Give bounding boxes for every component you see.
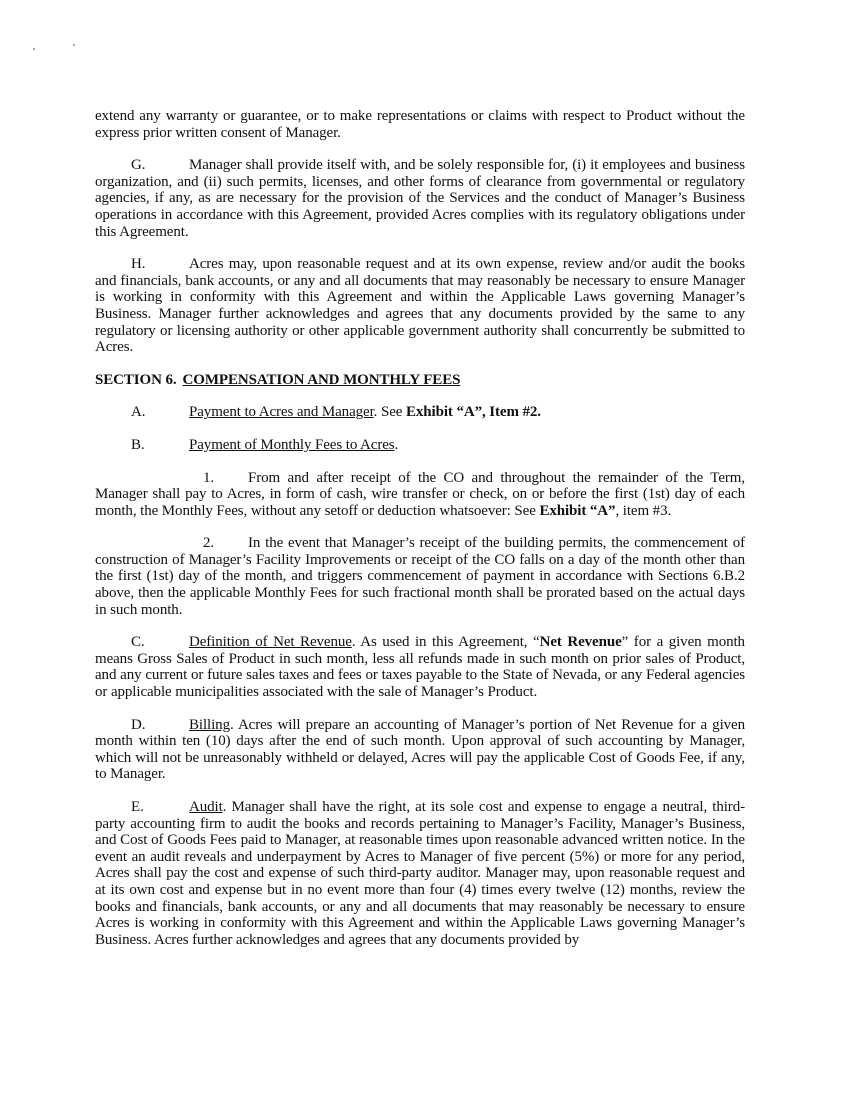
subparagraph-label: 2. [203, 535, 215, 552]
item-heading: Definition of Net Revenue [189, 634, 352, 651]
item-heading: Payment of Monthly Fees to Acres [189, 436, 395, 453]
item-label: D. [131, 716, 146, 733]
item-a [131, 404, 745, 421]
paragraph-text: Manager shall provide itself with, and be solely responsible for, (i) it employees and business organization, and (ii) such permits, licenses, and other forms of clearance from governmental or regulatory agencies, if any, as are necessary for the provision of the Services and the conduct of Manager’s Business operations in accordance with this Agreement, provided Acres complies with its regulatory obligations under this Agreement. [95, 157, 745, 240]
exhibit-reference: Exhibit “A” [539, 502, 616, 519]
paragraph-label: H. [131, 256, 146, 273]
item-e [95, 799, 745, 948]
item-c [95, 634, 745, 700]
paragraph-g [95, 157, 745, 240]
document-body [95, 108, 745, 964]
paragraph-label: G. [131, 157, 146, 174]
section-number: SECTION 6. [95, 371, 177, 388]
item-heading: Audit [189, 799, 223, 815]
section-heading [95, 372, 745, 389]
item-label: B. [131, 436, 145, 453]
subparagraph-1 [95, 470, 745, 520]
paragraph-h [95, 256, 745, 356]
item-text: . Manager shall have the right, at its sole cost and expense to engage a neutral, third-party accounting firm to audit the books and records pertaining to Manager’s Facility, Manager’s Business, and Cost of Goods Fees paid to Manager, at reasonable times upon reasonable advanced written notice. In the event an audit reveals and underpayment by Acres to Manager of five percent (5%) or more for any period, Acres shall pay the cost and expense of such third-party auditor. Manager may, upon reasonable request and at its own cost and expense but in no event more than four (4) times every twelve (12) months, review the books and financials, bank accounts, or any and all documents that may reasonably be necessary to ensure Acres is working in conformity with this Agreement and within the Applicable Laws governing Manager’s Business. Acres further acknowledges and agrees that any documents provided by [95, 799, 745, 948]
item-text: . As used in this Agreement, “ [351, 634, 540, 651]
subparagraph-2 [95, 535, 745, 618]
section-title: COMPENSATION AND MONTHLY FEES [182, 371, 461, 388]
item-text: . Acres will prepare an accounting of Manager’s portion of Net Revenue for a given month within ten (10) days after the end of such month. Upon approval of such accounting by Manager, which will not be unreasonably withheld or delayed, Acres will pay the applicable Cost of Goods Fee, if any, to Manager. [95, 716, 745, 783]
item-label: E. [131, 799, 144, 815]
defined-term: Net Revenue [539, 634, 622, 651]
scan-speck [33, 48, 35, 50]
subparagraph-label: 1. [203, 469, 215, 486]
item-heading: Payment to Acres and Manager [189, 404, 374, 421]
item-text: . See [373, 404, 406, 421]
subparagraph-text: In the event that Manager’s receipt of the building permits, the commencement of construction of Manager’s Facility Improvements or receipt of the CO falls on a day of the month other than the first (1st) day of the month, and triggers commencement of payment in accordance with Sections 6.B.2 above, then the applicable Monthly Fees for such fractional month shall be prorated based on the actual days in such month. [95, 535, 745, 618]
subparagraph-text: From and after receipt of the CO and throughout the remainder of the Term, Manager shall pay to Acres, in form of cash, wire transfer or check, on or before the first (1st) day of each month, the Monthly Fees, without any setoff or deduction whatsoever: See [95, 469, 745, 519]
item-label: A. [131, 404, 146, 421]
subparagraph-tail: , item #3. [615, 502, 672, 519]
item-heading: Billing [189, 716, 230, 733]
item-text-cont: ” for a given month means Gross Sales of Product in such month, less all refunds made in such month on prior sales of Product, and any current or future sales taxes and fees or taxes payable to the State of Nevada, or any Federal agencies or applicable municipalities associated with the sale of Manager’s Product. [95, 634, 745, 701]
item-d [95, 717, 745, 783]
item-tail: . [394, 436, 399, 453]
scan-speck [73, 44, 75, 46]
paragraph-text: Acres may, upon reasonable request and at its own expense, review and/or audit the books and financials, bank accounts, or any and all documents that may reasonably be necessary to ensure Manager is working in conformity with this Agreement and within the Applicable Laws governing Manager’s Business. Manager further acknowledges and agrees that any documents provided by the same to any regulatory or licensing authority or other applicable government authority shall concurrently be submitted to Acres. [95, 256, 745, 356]
intro-paragraph: extend any warranty or guarantee, or to make representations or claims with respect to Product without the express prior written consent of Manager. [95, 108, 745, 141]
item-b [131, 437, 745, 454]
item-label: C. [131, 634, 145, 651]
exhibit-reference: Exhibit “A”, Item #2. [405, 404, 541, 421]
